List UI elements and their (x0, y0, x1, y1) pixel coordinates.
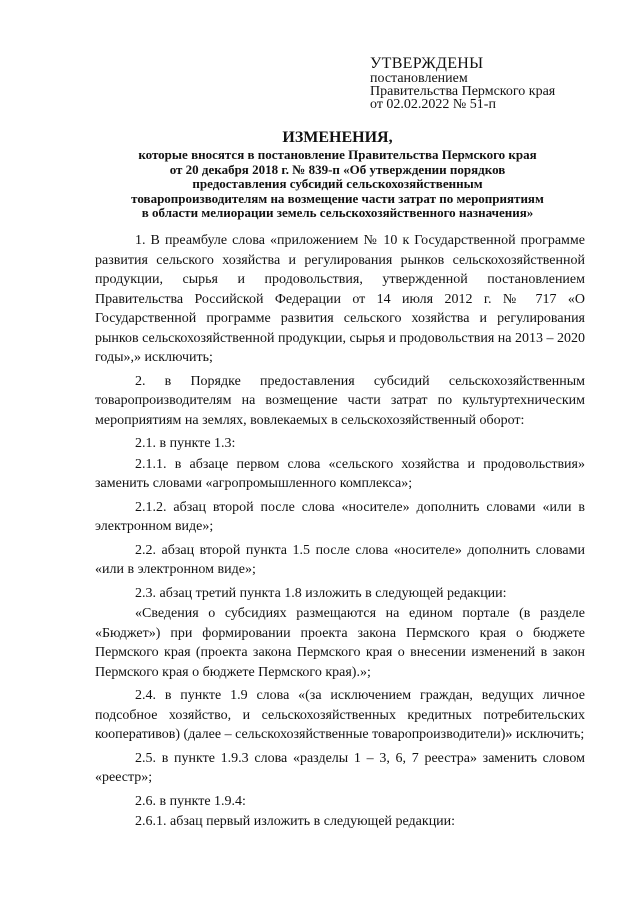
paragraph-2-6: 2.6. в пункте 1.9.4: (135, 793, 246, 809)
subtitle-line: в области мелиорации земель сельскохозяйственного назначения» (141, 205, 534, 221)
document-body (95, 231, 585, 836)
paragraph-2-5: 2.5. в пункте 1.9.3 слова «разделы 1 – 3, 6, 7 реестра» заменить словом «реестр»; (95, 750, 585, 785)
approval-title: УТВЕРЖДЕНЫ (370, 55, 484, 72)
approval-line-2: Правительства Пермского края (370, 84, 556, 99)
approval-stamp (370, 55, 610, 111)
document-title: ИЗМЕНЕНИЯ, (282, 129, 393, 146)
paragraph-2-1-1: 2.1.1. в абзаце первом слова «сельского хозяйства и продовольствия» заменить словами «агропромышленного комплекса»; (95, 456, 585, 491)
paragraph-2-1-2: 2.1.2. абзац второй после слова «носителе» дополнить словами «или в электронном виде»; (95, 499, 585, 534)
paragraph-2-3-quote: «Сведения о субсидиях размещаются на едином портале (в разделе «Бюджет») при формировании проекта закона Пермского края о бюджете Пермского края (проекта закона Пермского края о внесении изменений в закон Пермского края о бюджете Пермского края).»; (95, 606, 585, 680)
subtitle-line: которые вносятся в постановление Правительства Пермского края (138, 147, 537, 162)
paragraph-2-1: 2.1. в пункте 1.3: (135, 436, 236, 451)
subtitle-line: товаропроизводителям на возмещение части затрат по мероприятиям (131, 190, 544, 206)
paragraph-2-6-1: 2.6.1. абзац первый изложить в следующей редакции: (135, 814, 456, 829)
paragraph-2-4: 2.4. в пункте 1.9 слова «(за исключением граждан, ведущих личное подсобное хозяйство, и сельскохозяйственных кредитных потребительских кооперативов) (далее – сельскохозяйственные товаропроизводители)» исключить; (95, 688, 585, 742)
approval-line-1: постановлением (370, 71, 468, 86)
document-heading (95, 129, 580, 220)
paragraph-2-3: 2.3. абзац третий пункта 1.8 изложить в следующей редакции: (135, 585, 507, 601)
paragraph-1: 1. В преамбуле слова «приложением № 10 к Государственной программе развития сельского хозяйства и регулирования рынков сельскохозяйственной продукции, сырья и продовольствия, утвержденной постановлением Правительства Российской Федерации от 14 июля 2012 г. № 717 «О Государственной программе развития сельского хозяйства и регулирования рынков сельскохозяйственной продукции, сырья и продовольствия на 2013 – 2020 годы»,» исключить; (95, 233, 585, 365)
subtitle-line: предоставления субсидий сельскохозяйственным (192, 176, 483, 192)
subtitle-line: от 20 декабря 2018 г. № 839-п «Об утверждении порядков (169, 161, 506, 177)
paragraph-2: 2. в Порядке предоставления субсидий сельскохозяйственным товаропроизводителям на возмещение части затрат по культуртехническим мероприятиям на землях, вовлекаемых в сельскохозяйственный оборот: (95, 373, 585, 428)
approval-line-3: от 02.02.2022 № 51-п (370, 97, 496, 112)
paragraph-2-2: 2.2. абзац второй пункта 1.5 после слова «носителе» дополнить словами «или в электронном виде»; (95, 542, 585, 577)
